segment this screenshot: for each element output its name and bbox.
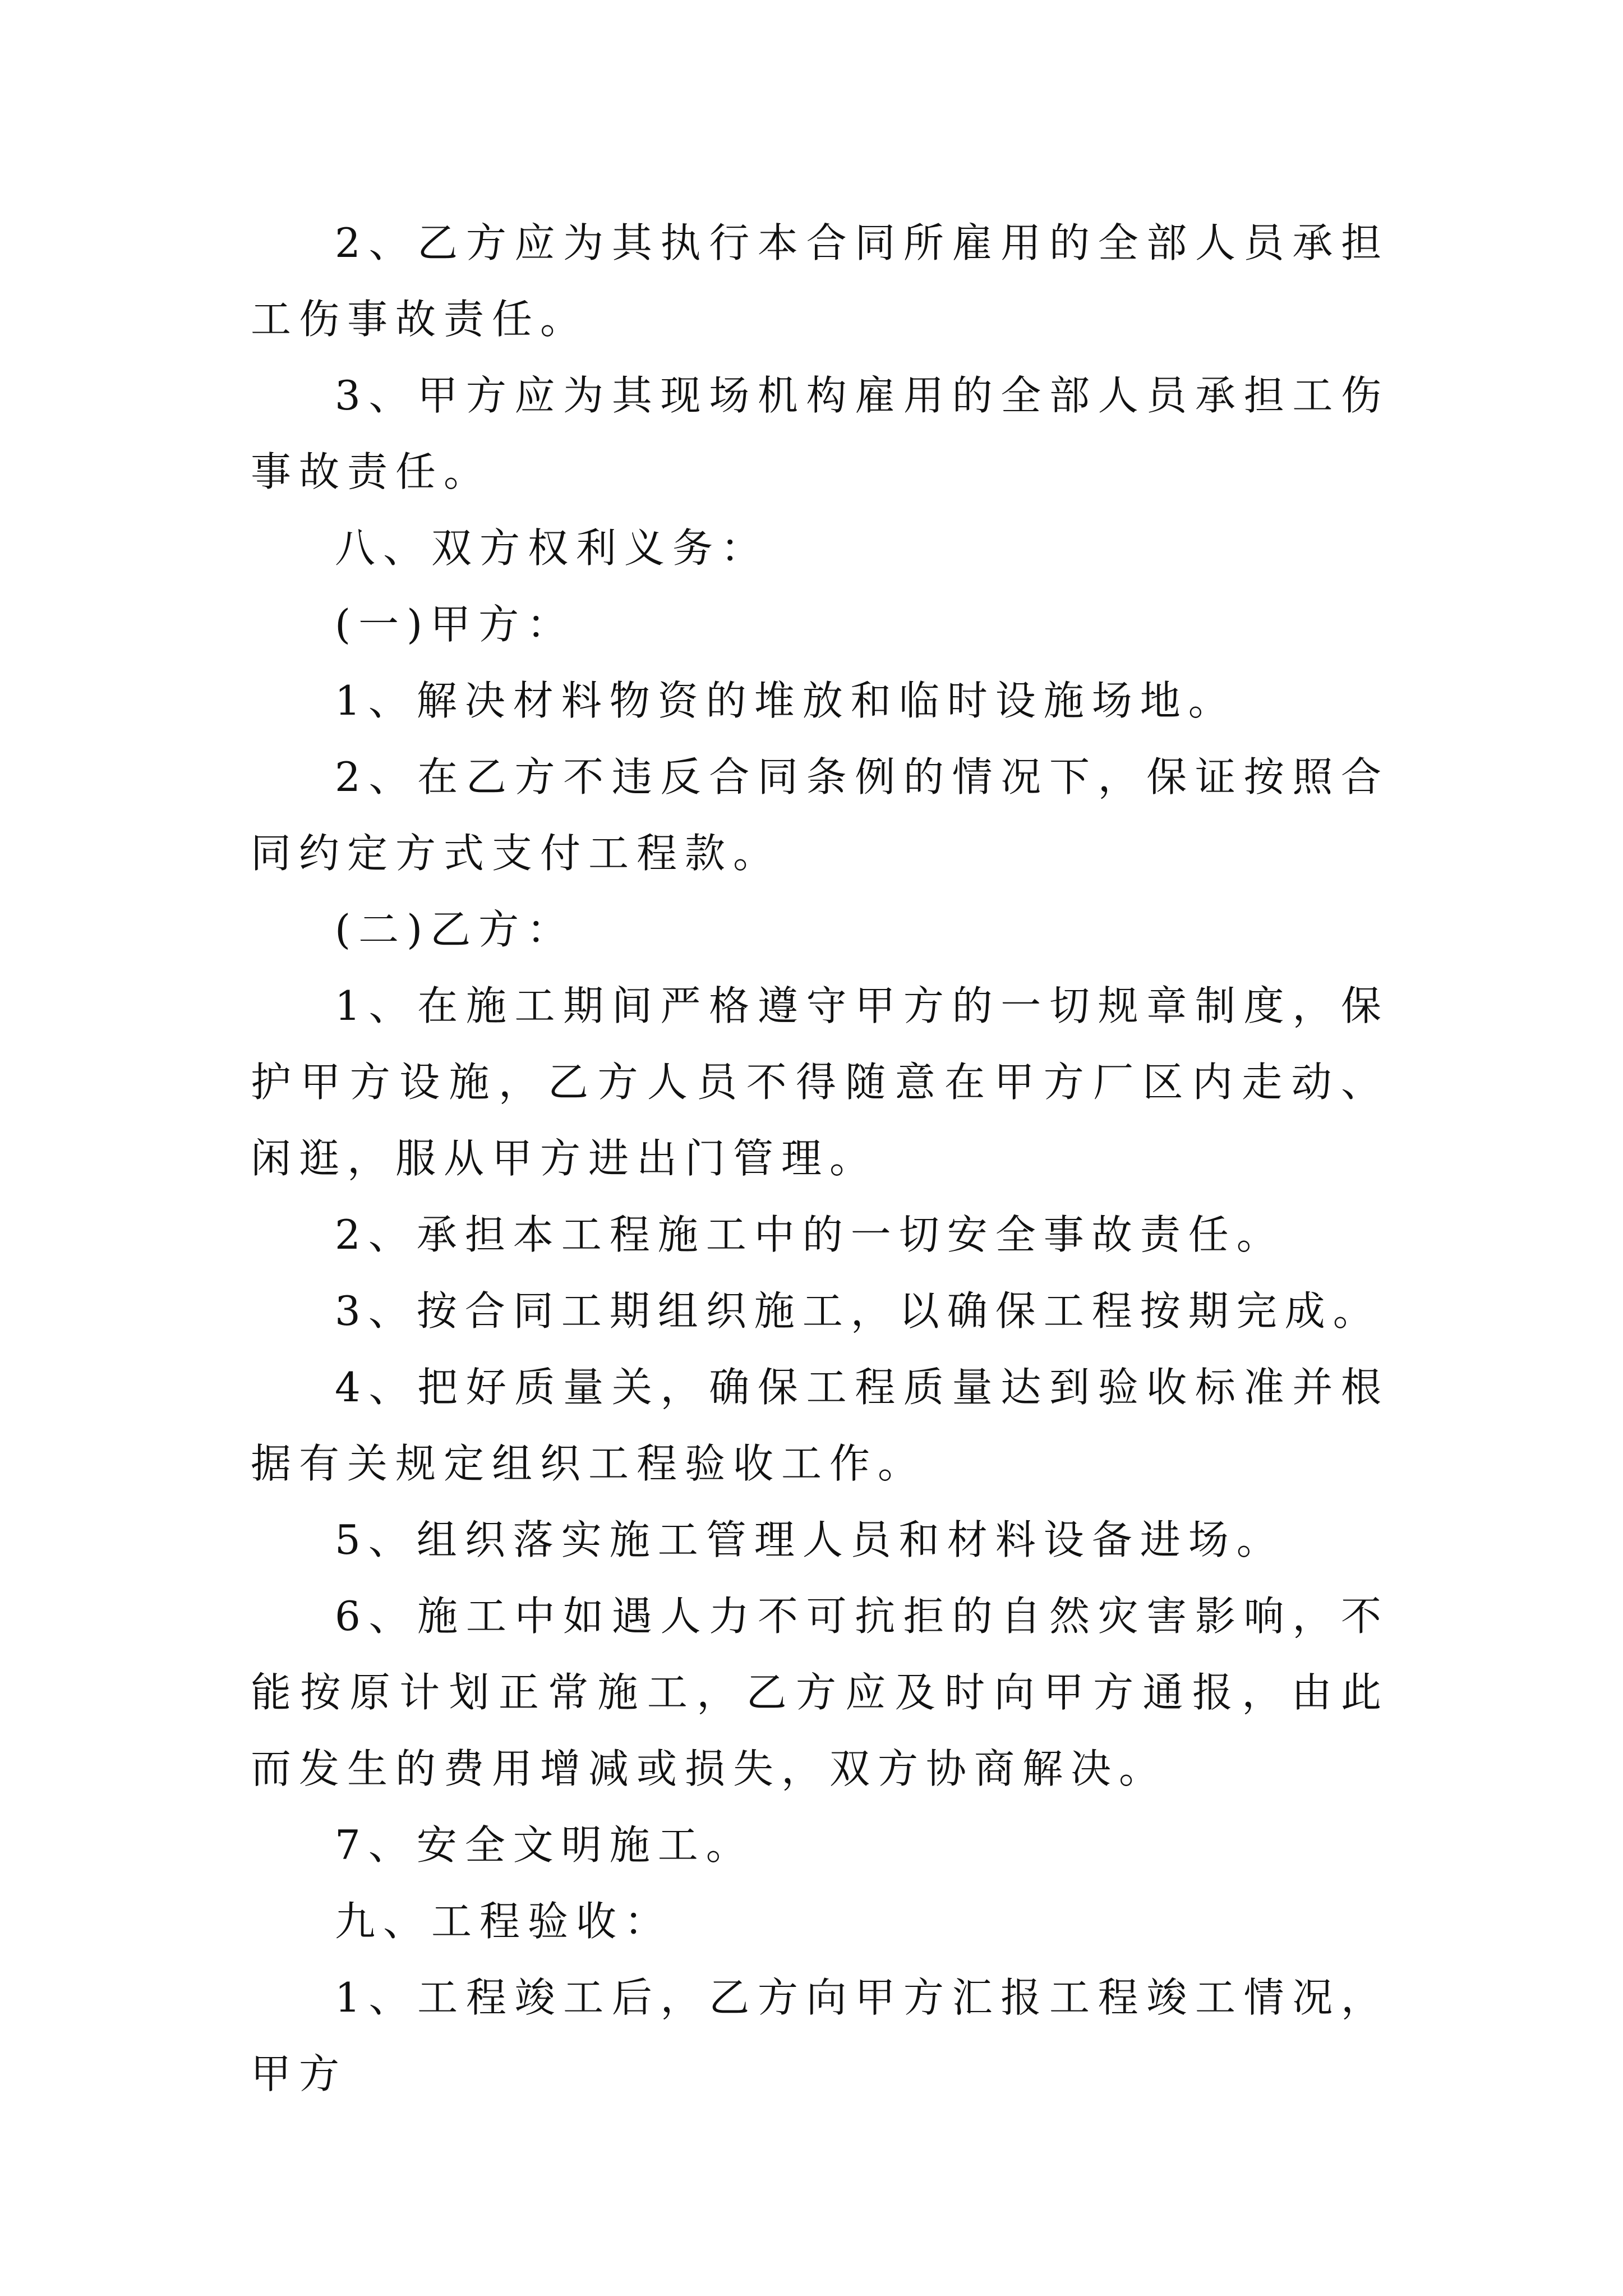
paragraph-party-b-item-4: 4、把好质量关，确保工程质量达到验收标准并根据有关规定组织工程验收工作。 [251,1364,1389,1487]
document-body [251,205,1389,2112]
paragraph-clause-2-injury-liability-party-b: 2、乙方应为其执行本合同所雇用的全部人员承担工伤事故责任。 [251,219,1389,343]
paragraph-party-b-item-5: 5、组织落实施工管理人员和材料设备进场。 [335,1516,1285,1563]
paragraph-party-b-item-2: 2、承担本工程施工中的一切安全事故责任。 [335,1211,1285,1258]
paragraph-party-b-item-3: 3、按合同工期组织施工，以确保工程按期完成。 [335,1287,1381,1335]
paragraph-party-a-item-1: 1、解决材料物资的堆放和临时设施场地。 [335,677,1237,724]
paragraph-party-b-item-7: 7、安全文明施工。 [335,1821,754,1869]
paragraph-party-a-item-2: 2、在乙方不违反合同条例的情况下，保证按照合同约定方式支付工程款。 [251,753,1389,877]
section-heading-rights-obligations: 八、双方权利义务： [335,524,769,572]
section-heading-acceptance: 九、工程验收： [335,1898,673,1945]
subsection-heading-party-a: (一)甲方： [335,601,575,648]
paragraph-acceptance-item-1: 1、工程竣工后，乙方向甲方汇报工程竣工情况，甲方 [251,1974,1389,2097]
paragraph-party-b-item-6: 6、施工中如遇人力不可抗拒的自然灾害影响，不能按原计划正常施工，乙方应及时向甲方通报，由此而发生的费用增减或损失，双方协商解决。 [251,1593,1389,1792]
subsection-heading-party-b: (二)乙方： [335,906,575,953]
paragraph-party-b-item-1: 1、在施工期间严格遵守甲方的一切规章制度，保护甲方设施，乙方人员不得随意在甲方厂区内走动、闲逛，服从甲方进出门管理。 [251,982,1389,1182]
paragraph-clause-3-injury-liability-party-a: 3、甲方应为其现场机构雇用的全部人员承担工伤事故责任。 [251,372,1389,495]
